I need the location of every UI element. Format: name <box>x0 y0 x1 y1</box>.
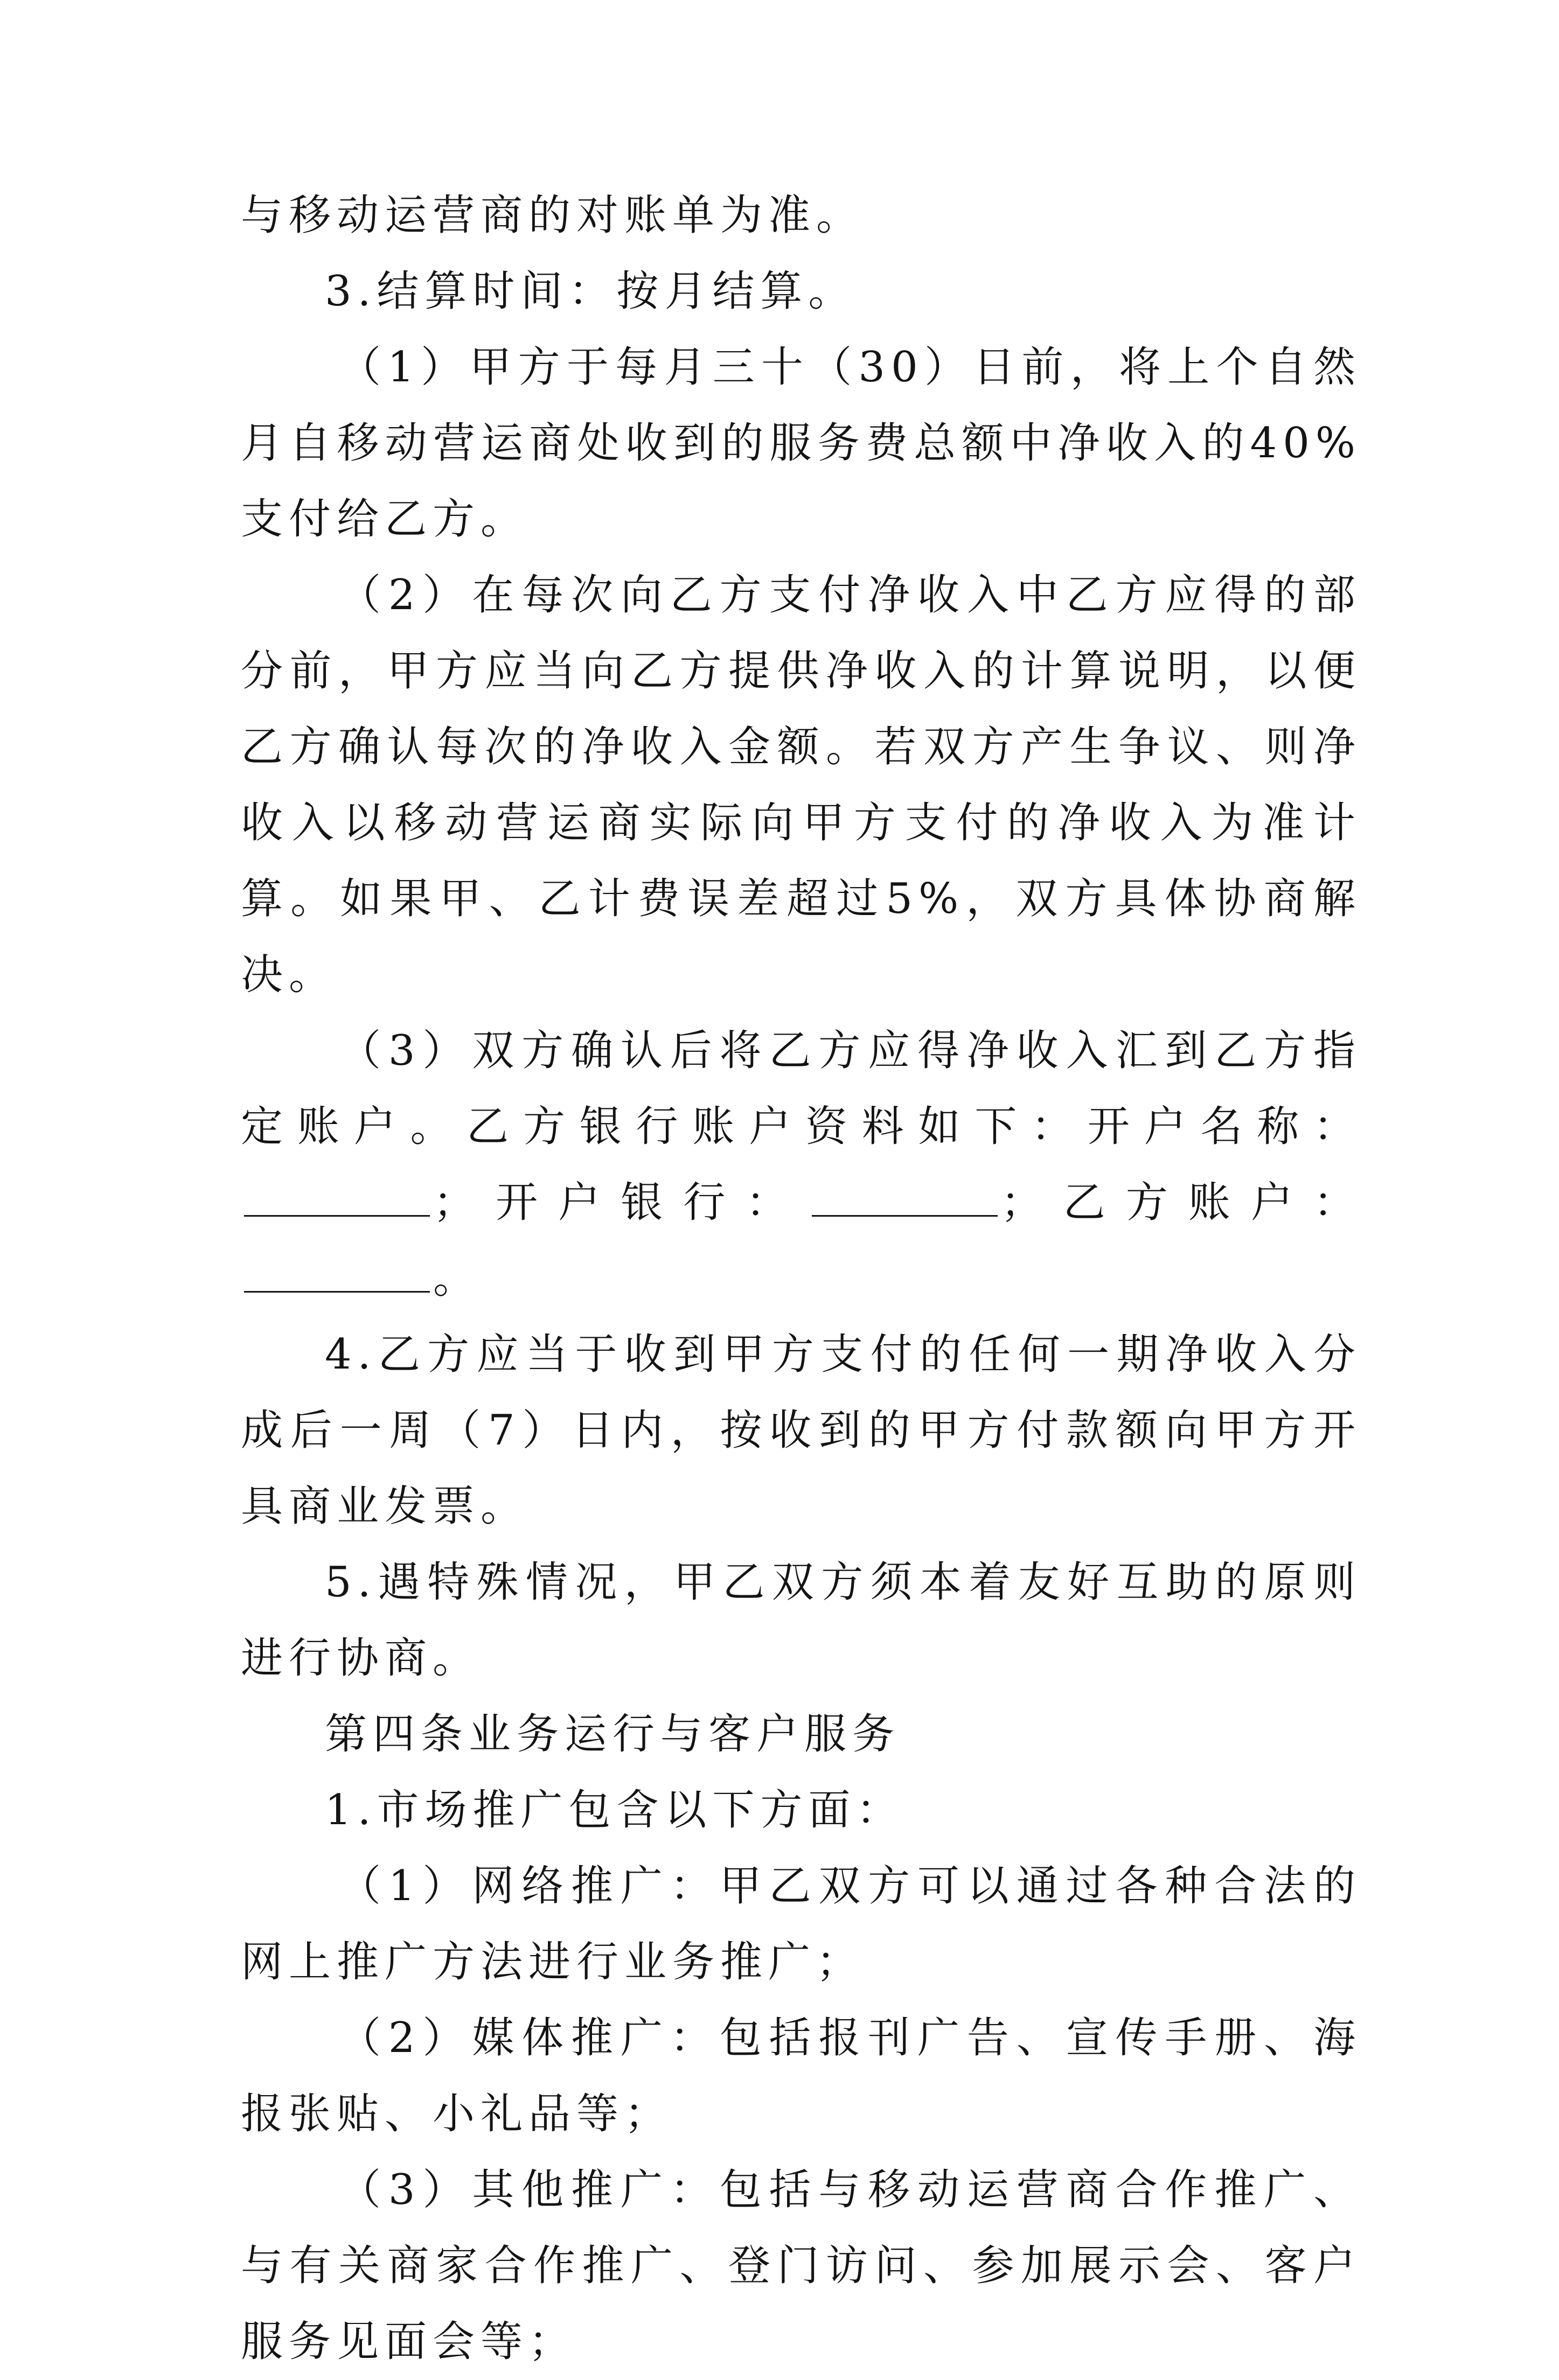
paragraph-media-promotion: （2）媒体推广：包括报刊广告、宣传手册、海报张贴、小礼品等； <box>241 2014 1361 2138</box>
paragraph-settlement-basis: 与移动运营商的对账单为准。 <box>241 191 865 240</box>
bank-name-blank <box>812 1177 998 1217</box>
paragraph-special-circumstances: 5.遇特殊情况，甲乙双方须本着友好互助的原则进行协商。 <box>241 1558 1361 1683</box>
paragraph-invoice: 4.乙方应当于收到甲方支付的任何一期净收入分成后一周（7）日内，按收到的甲方付款额向甲方开具商业发票。 <box>241 1330 1361 1531</box>
document-body <box>241 178 1361 2380</box>
paragraph-payment-monthly: （1）甲方于每月三十（30）日前，将上个自然月自移动营运商处收到的服务费总额中净收入的40%支付给乙方。 <box>241 343 1361 543</box>
paragraph-settlement-time: 3.结算时间：按月结算。 <box>325 267 857 316</box>
paragraph-net-income-explanation: （2）在每次向乙方支付净收入中乙方应得的部分前，甲方应当向乙方提供净收入的计算说明，以便乙方确认每次的净收入金额。若双方产生争议、则净收入以移动营运商实际向甲方支付的净收入为准计算。如果甲、乙计费误差超过5%，双方具体协商解决。 <box>241 571 1361 999</box>
bank-account-text-3: ；乙方账户： <box>1000 1178 1361 1227</box>
paragraph-online-promotion: （1）网络推广：甲乙双方可以通过各种合法的网上推广方法进行业务推广； <box>241 1862 1361 1986</box>
account-number-blank <box>244 1253 430 1293</box>
paragraph-bank-account <box>241 1013 1361 1317</box>
bank-account-text-2: ；开户银行： <box>433 1178 809 1227</box>
bank-account-text-4: 。 <box>433 1254 482 1303</box>
paragraph-other-promotion: （3）其他推广：包括与移动运营商合作推广、与有关商家合作推广、登门访问、参加展示会、客户服务见面会等； <box>241 2166 1361 2366</box>
bank-account-text-1: （3）双方确认后将乙方应得净收入汇到乙方指定账户。乙方银行账户资料如下：开户名称： <box>241 1027 1361 1151</box>
account-name-blank <box>244 1177 430 1217</box>
article-four-heading: 第四条业务运行与客户服务 <box>325 1710 901 1758</box>
paragraph-marketing-intro: 1.市场推广包含以下方面： <box>325 1786 904 1834</box>
